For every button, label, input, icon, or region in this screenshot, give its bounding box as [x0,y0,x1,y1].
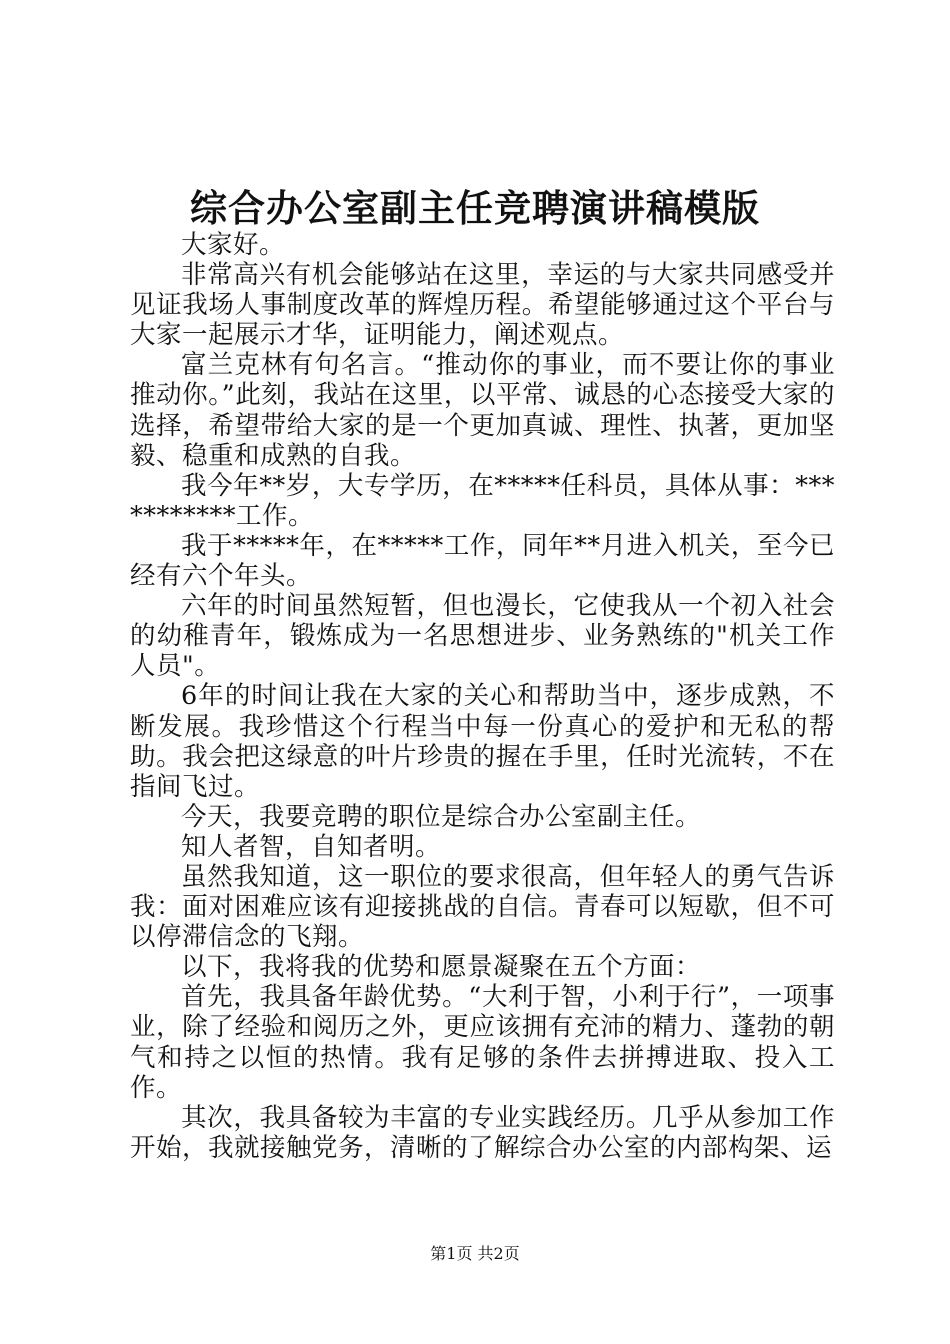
document-title: 综合办公室副主任竞聘演讲稿模版 [190,186,760,230]
paragraph: 非常高兴有机会能够站在这里，幸运的与大家共同感受并见证我场人事制度改革的辉煌历程。希望能够通过这个平台与大家一起展示才华，证明能力，阐述观点。 [130,260,835,351]
document-body [130,230,835,1163]
paragraph: 首先，我具备年龄优势。“大利于智，小利于行”，一项事业，除了经验和阅历之外，更应该拥有充沛的精力、蓬勃的朝气和持之以恒的热情。我有足够的条件去拼搏进取、投入工作。 [130,982,835,1103]
paragraph: 6年的时间让我在大家的关心和帮助当中，逐步成熟，不断发展。我珍惜这个行程当中每一份真心的爱护和无私的帮助。我会把这绿意的叶片珍贵的握在手里，任时光流转，不在指间飞过。 [130,681,835,802]
paragraph: 富兰克林有句名言。“推动你的事业，而不要让你的事业推动你。”此刻，我站在这里，以平常、诚恳的心态接受大家的选择，希望带给大家的是一个更加真诚、理性、执著，更加坚毅、稳重和成熟的自我。 [130,350,835,471]
paragraph: 今天，我要竞聘的职位是综合办公室副主任。 [181,801,702,832]
paragraph: 以下，我将我的优势和愿景凝聚在五个方面： [181,952,702,983]
paragraph-greeting: 大家好。 [181,230,286,260]
paragraph: 六年的时间虽然短暂，但也漫长，它使我从一个初入社会的幼稚青年，锻炼成为一名思想进步、业务熟练的"机关工作人员"。 [130,591,835,682]
page-number: 第1页 共2页 [430,1244,520,1263]
paragraph: 我于*****年，在*****工作，同年**月进入机关，至今已经有六个年头。 [130,530,835,592]
paragraph: 虽然我知道，这一职位的要求很高，但年轻人的勇气告诉我：面对困难应该有迎接挑战的自信。青春可以短歇，但不可以停滞信念的飞翔。 [130,861,835,953]
paragraph: 其次，我具备较为丰富的专业实践经历。几乎从参加工作开始，我就接触党务，清晰的了解综合办公室的内部构架、运 [130,1102,835,1163]
paragraph: 知人者智，自知者明。 [181,831,442,862]
page-footer [0,1242,950,1266]
paragraph: 我今年**岁，大专学历，在*****任科员，具体从事：***********工作。 [130,470,835,531]
